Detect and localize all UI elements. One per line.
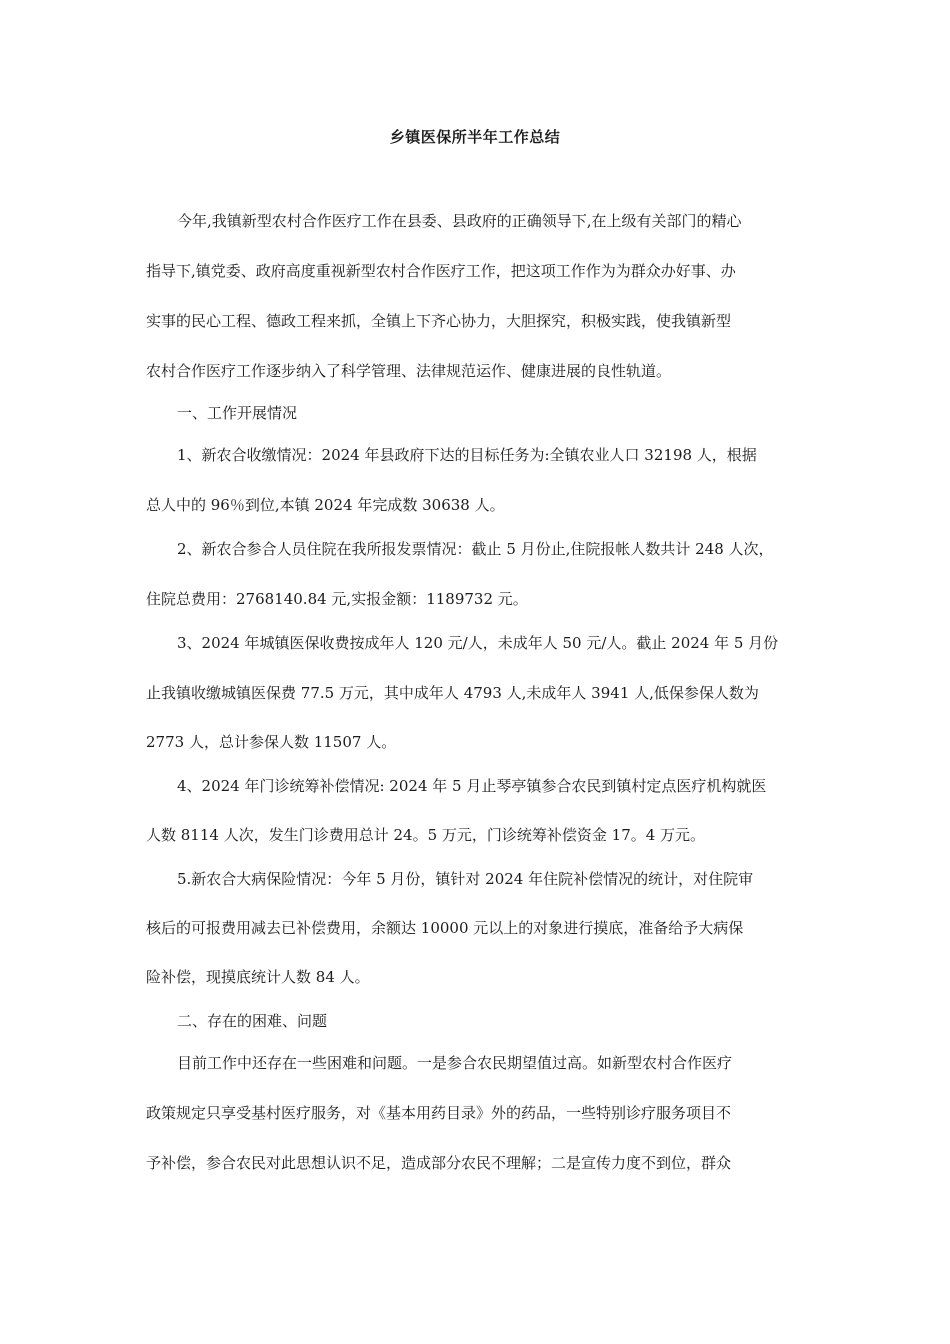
paragraph-line: 目前工作中还存在一些困难和问题。一是参合农民期望值过高。如新型农村合作医疗 bbox=[177, 1054, 733, 1072]
document-title: 乡镇医保所半年工作总结 bbox=[389, 128, 561, 146]
section-heading: 二、存在的困难、问题 bbox=[177, 1012, 328, 1030]
paragraph-line: 农村合作医疗工作逐步纳入了科学管理、法律规范运作、健康进展的良性轨道。 bbox=[146, 362, 672, 380]
paragraph-line: 2773 人，总计参保人数 11507 人。 bbox=[146, 733, 397, 751]
paragraph-line: 今年,我镇新型农村合作医疗工作在县委、县政府的正确领导下,在上级有关部门的精心 bbox=[177, 212, 742, 230]
paragraph-line: 3、2024 年城镇医保收费按成年人 120 元/人，未成年人 50 元/人。截止 2024 年 5 月份 bbox=[177, 634, 779, 652]
section-heading: 一、工作开展情况 bbox=[177, 404, 298, 422]
paragraph-line: 总人中的 96％到位,本镇 2024 年完成数 30638 人。 bbox=[146, 496, 505, 514]
paragraph-line: 住院总费用：2768140.84 元,实报金额：1189732 元。 bbox=[146, 590, 528, 608]
paragraph-line: 政策规定只享受基村医疗服务，对《基本用药目录》外的药品，一些特别诊疗服务项目不 bbox=[146, 1104, 732, 1122]
paragraph-line: 4、2024 年门诊统筹补偿情况: 2024 年 5 月止琴亭镇参合农民到镇村定点医疗机构就医 bbox=[177, 777, 767, 795]
paragraph-line: 指导下,镇党委、政府高度重视新型农村合作医疗工作，把这项工作作为为群众办好事、办 bbox=[146, 262, 736, 280]
paragraph-line: 实事的民心工程、德政工程来抓，全镇上下齐心协力，大胆探究，积极实践，使我镇新型 bbox=[146, 312, 732, 330]
paragraph-line: 予补偿，参合农民对此思想认识不足，造成部分农民不理解；二是宣传力度不到位，群众 bbox=[146, 1154, 732, 1172]
paragraph-line: 核后的可报费用减去已补偿费用，余额达 10000 元以上的对象进行摸底，准备给予大病保 bbox=[146, 919, 744, 937]
paragraph-line: 1、新农合收缴情况：2024 年县政府下达的目标任务为:全镇农业人口 32198 人，根据 bbox=[177, 446, 757, 464]
paragraph-line: 2、新农合参合人员住院在我所报发票情况：截止 5 月份止,住院报帐人数共计 248 人次， bbox=[177, 540, 774, 558]
paragraph-line: 人数 8114 人次，发生门诊费用总计 24。5 万元，门诊统筹补偿资金 17。4 万元。 bbox=[146, 826, 706, 844]
paragraph-line: 止我镇收缴城镇医保费 77.5 万元，其中成年人 4793 人,未成年人 3941 人,低保参保人数为 bbox=[146, 684, 759, 702]
paragraph-line: 5.新农合大病保险情况：今年 5 月份，镇针对 2024 年住院补偿情况的统计，对住院审 bbox=[177, 870, 754, 888]
paragraph-line: 险补偿，现摸底统计人数 84 人。 bbox=[146, 968, 370, 986]
